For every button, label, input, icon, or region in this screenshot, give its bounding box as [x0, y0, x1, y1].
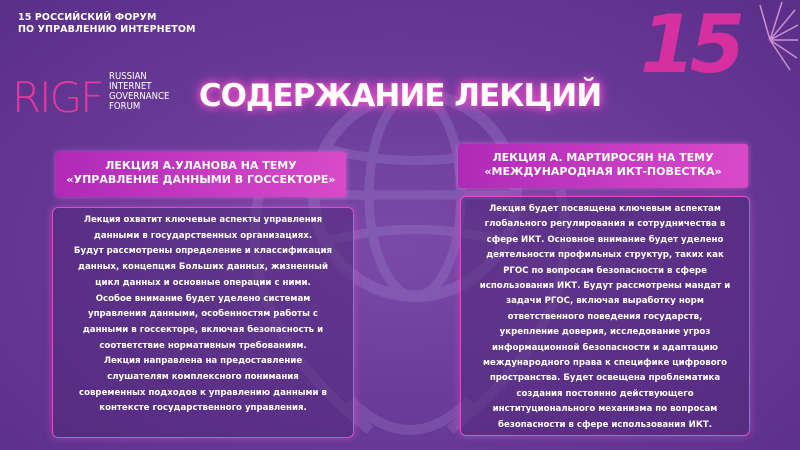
description-line: РГОС по вопросам безопасности в сфере [503, 265, 707, 276]
description-line: ответственного поведения государств, [507, 311, 703, 322]
description-line: институционального механизма по вопросам [492, 404, 718, 415]
description-line: информационной безопасности и адаптацию [492, 342, 718, 353]
description-line: создания постоянно действующего [516, 388, 694, 399]
description-line: глобального регулирования и сотрудничества в [484, 219, 726, 230]
description-line: данными в государственных организациях. [93, 230, 313, 241]
description-line: современных подходов к управлению данными в [79, 387, 327, 398]
description-line: Лекция охватит ключевые аспекты управления [83, 215, 323, 225]
logo-text-line4: FORUM [109, 101, 141, 112]
lecture-right-header [458, 144, 748, 188]
forum-name-line1: 15 РОССИЙСКИЙ ФОРУМ [18, 12, 157, 23]
lecture-right-header-line1: ЛЕКЦИЯ А. МАРТИРОСЯН НА ТЕМУ [492, 151, 714, 164]
logo-text-line3: GOVERNANCE [109, 91, 170, 102]
page-title: СОДЕРЖАНИЕ ЛЕКЦИЙ [198, 78, 602, 114]
description-line: Особое внимание будет уделено системам [95, 293, 311, 304]
lecture-right-header-line2: «МЕЖДУНАРОДНАЯ ИКТ-ПОВЕСТКА» [484, 165, 722, 178]
logo-text-line1: RUSSIAN [109, 71, 147, 82]
description-line: Лекция направлена на предоставление [103, 356, 303, 367]
lecture-left-header-line2: «УПРАВЛЕНИЕ ДАННЫМИ В ГОССЕКТОРЕ» [66, 173, 336, 186]
description-line: Лекция будет посвящена ключевым аспектам [489, 204, 721, 214]
description-line: задачи РГОС, включая выработку норм [506, 296, 704, 307]
description-line: контексте государственного управления. [99, 403, 307, 414]
lecture-left-header [56, 152, 346, 197]
description-line: использования ИКТ. Будут рассмотрены мандат и [479, 281, 731, 292]
description-line: международного права к специфике цифрового [482, 358, 727, 369]
lecture-right-description [460, 196, 750, 436]
description-line: пространства. Будет освещена проблематика [489, 373, 721, 384]
description-line: управления данными, особенностям работы с [87, 309, 319, 320]
description-line: деятельности профильных структур, таких как [486, 250, 724, 261]
description-line: укрепление доверия, исследование угроз [499, 327, 711, 338]
rigf-logo-mark: RIGF [12, 73, 103, 122]
description-line: Будут рассмотрены определение и классификация [73, 246, 333, 257]
description-line: данных, концепция Больших данных, жизненный [78, 262, 328, 273]
forum-name-line2: ПО УПРАВЛЕНИЮ ИНТЕРНЕТОМ [18, 24, 196, 35]
description-line: безопасности в сфере использования ИКТ. [498, 419, 712, 430]
description-line: цикл данных и основные операции с ними. [95, 277, 311, 288]
lecture-left-header-line1: ЛЕКЦИЯ А.УЛАНОВА НА ТЕМУ [105, 159, 297, 172]
anniversary-number: 15 [640, 0, 740, 91]
description-line: соответствие нормативным требованиям. [99, 340, 307, 351]
description-line: данными в госсекторе, включая безопасность и [82, 324, 324, 335]
forum-name [18, 12, 238, 36]
description-line: сфере ИКТ. Основное внимание будет уделено [486, 234, 724, 245]
lecture-left-description [52, 207, 354, 438]
description-line: слушателям комплексного понимания [107, 372, 299, 383]
logo-text-line2: INTERNET [109, 81, 152, 92]
firework-sparkle-icon [700, 0, 800, 90]
